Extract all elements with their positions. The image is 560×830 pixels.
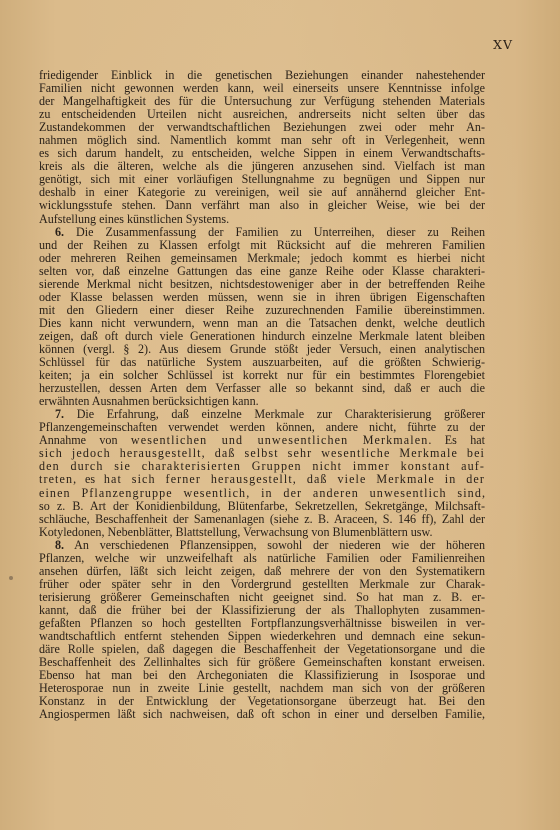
text-segment: wicklungsstufe stehen. Dann verfährt man also in gleicher Weise, wie bei der — [39, 198, 485, 213]
margin-mark — [9, 576, 13, 580]
body-text — [39, 69, 485, 721]
text-segment: Beschaffenheit des Zellinhaltes sich für größere Gemeinschaften konstant erweisen. — [39, 655, 485, 670]
text-segment: An verschiedenen Pflanzensippen, sowohl der niederen wie der höheren — [64, 537, 485, 552]
text-segment: wandtschaftlich entfernt stehenden Sippen wiederkehren und demnach eine sekun- — [39, 629, 485, 644]
text-segment: der Mangelhaftigkeit des für die Untersuchung zur Verfügung stehenden Materials — [39, 94, 485, 109]
text-segment: Aufstellung eines künstlichen Systems. — [39, 211, 230, 226]
text-segment: , es — [73, 472, 104, 487]
text-segment: terisierung größerer Gemeinschaften nicht geeignet sind. So hat man z. B. er- — [39, 589, 485, 604]
spaced-emphasis: sich jedoch herausgestellt, daß selbst sehr wesentliche Merkmale bei — [39, 446, 485, 461]
text-segment: Dies kann nicht verwundern, wenn man an die Tatsachen denkt, welche deutlich — [39, 315, 485, 330]
page-number: XV — [493, 37, 513, 52]
text-segment: erwähnten Ausnahmen berücksichtigen kann. — [39, 394, 259, 409]
text-segment: können (vergl. § 2). Aus diesem Grunde stößt jeder Versuch, einen analytischen — [39, 341, 485, 356]
text-segment: so z. B. Art der Konidienbildung, Blütenfarbe, Sekretzellen, Sekretgänge, Milchsaft- — [39, 498, 485, 513]
text-segment: kreis als die älteren, welche als die jüngeren anzusehen sind. Vielfach ist man — [39, 159, 485, 174]
text-segment: oder mehreren Reihen gemeinsamen Merkmale; jedoch kommt es hierbei nicht — [39, 250, 485, 265]
spaced-emphasis: treten — [39, 472, 74, 487]
text-segment: Pflanzengemeinschaften verwendet werden können, andere nicht, führte zu der — [39, 420, 485, 435]
text-segment: Ebenso hat man bei den Archegoniaten die Klassifizierung in Isosporae und — [39, 668, 485, 683]
text-segment: . Es hat — [428, 433, 485, 448]
text-segment: genötigt, sich mit einer vorläufigen Stellungnahme zu begnügen und Sippen nur — [39, 172, 485, 187]
text-segment: es sich darum handelt, zu entscheiden, welche Sippen in einem Verwandtschafts- — [39, 146, 485, 161]
text-segment: keiten; ja ein solcher Schlüssel ist korrekt nur für ein bestimmtes Florengebiet — [39, 368, 485, 383]
text-segment: schläuche, Beschaffenheit der Samenanlagen (siehe z. B. Araceen, S. 146 ff), Zahl der — [39, 511, 485, 526]
text-segment: Annahme von — [39, 433, 131, 448]
text-segment: Heterosporae nun in zweite Linie gestellt, nachdem man sich von der größeren — [39, 681, 485, 696]
spaced-emphasis: einen Pflanzengruppe wesentlich, in der anderen unwesentlich sind — [39, 485, 482, 500]
text-segment: , — [481, 485, 485, 500]
text-segment: Schlüssel für das natürliche System auszuarbeiten, auf die größten Schwierig- — [39, 355, 485, 370]
text-segment: oder Klasse belassen werden müssen, wenn sie in ihren übrigen Eigenschaften — [39, 289, 485, 304]
text-segment: deshalb in einer Kategorie zu vereinigen, weil sie auf annähernd gleicher Ent- — [39, 185, 485, 200]
text-segment: zeigen, daß oft durch viele Generationen hindurch einzelne Merkmale latent bleiben — [39, 328, 485, 343]
section-number: 6. — [55, 224, 65, 239]
text-segment: nahmen möglich sind. Namentlich kommt man sehr oft in Verlegenheit, wenn — [39, 133, 485, 148]
text-segment: ansehen dürfen, läßt sich leicht zeigen, daß mehrere der von den Systematikern — [39, 563, 485, 578]
text-segment: herzustellen, dessen Arten dem Verfasser alle so bekannt sind, daß er auch die — [39, 381, 485, 396]
text-segment: und der Reihen zu Klassen erfolgt mit Rücksicht auf die mehreren Familien — [39, 237, 485, 252]
text-segment: Konstanz in der Entwicklung der Vegetationsorgane überzeugt hat. Bei den — [39, 694, 485, 709]
text-segment: Angiospermen läßt sich nachweisen, daß oft schon in einer und derselben Familie, — [39, 707, 485, 722]
text-segment: Die Zusammenfassung der Familien zu Unterreihen, dieser zu Reihen — [64, 224, 485, 239]
text-segment: friedigender Einblick in die genetischen Beziehungen einander nahestehender — [39, 68, 485, 82]
text-segment: Die Erfahrung, daß einzelne Merkmale zur Charakterisierung größerer — [64, 407, 485, 422]
section-number: 7. — [55, 407, 65, 422]
text-segment: Zustandekommen der verwandtschaftlichen Beziehungen zwei oder mehr An- — [39, 120, 485, 135]
text-segment: Kotyledonen, Nebenblätter, Blattstellung, Verwachsung von Blumenblättern usw. — [39, 524, 433, 539]
text-segment: sierende Merkmal nicht besitzen, nichtsdestoweniger aber in der betreffenden Reihe — [39, 276, 485, 291]
section-number: 8. — [55, 537, 65, 552]
text-segment: mit den Gliedern einer dieser Reihe zuzurechnenden Familie übereinstimmen. — [39, 302, 485, 317]
text-segment: selten vor, daß einzelne Gattungen das eine ganze Reihe oder Klasse charakteri- — [39, 263, 485, 278]
text-segment: zu entscheidenden Urteilen nicht ausreichen, andrerseits nicht selten über das — [39, 107, 485, 122]
text-line — [39, 708, 485, 721]
text-segment: däre Rolle spielen, daß dagegen die Beschaffenheit der Vegetationsorgane und die — [39, 642, 485, 657]
spaced-emphasis: den durch sie charakterisierten Gruppen nicht immer konstant auf- — [39, 459, 485, 474]
spaced-emphasis: hat sich ferner herausgestellt, daß viele Merkmale in der — [103, 472, 485, 487]
text-segment: gefaßten Pflanzen so hoch gestellten Fortpflanzungsverhältnisse bisweilen in ver- — [39, 615, 485, 630]
text-segment: früher oder später sehr in den Vordergrund gestellten Merkmale zur Charak- — [39, 576, 485, 591]
text-segment: Familien nicht gewonnen werden kann, weil einerseits unsere Kenntnisse infolge — [39, 81, 485, 96]
spaced-emphasis: wesentlichen und unwesentlichen Merkmalen — [130, 433, 429, 448]
text-segment: Pflanzen, welche wir unzweifelhaft als natürliche Familien oder Familienreihen — [39, 550, 485, 565]
text-segment: kannt, daß die früher bei der Klassifizierung der als Thallophyten zusammen- — [39, 602, 485, 617]
